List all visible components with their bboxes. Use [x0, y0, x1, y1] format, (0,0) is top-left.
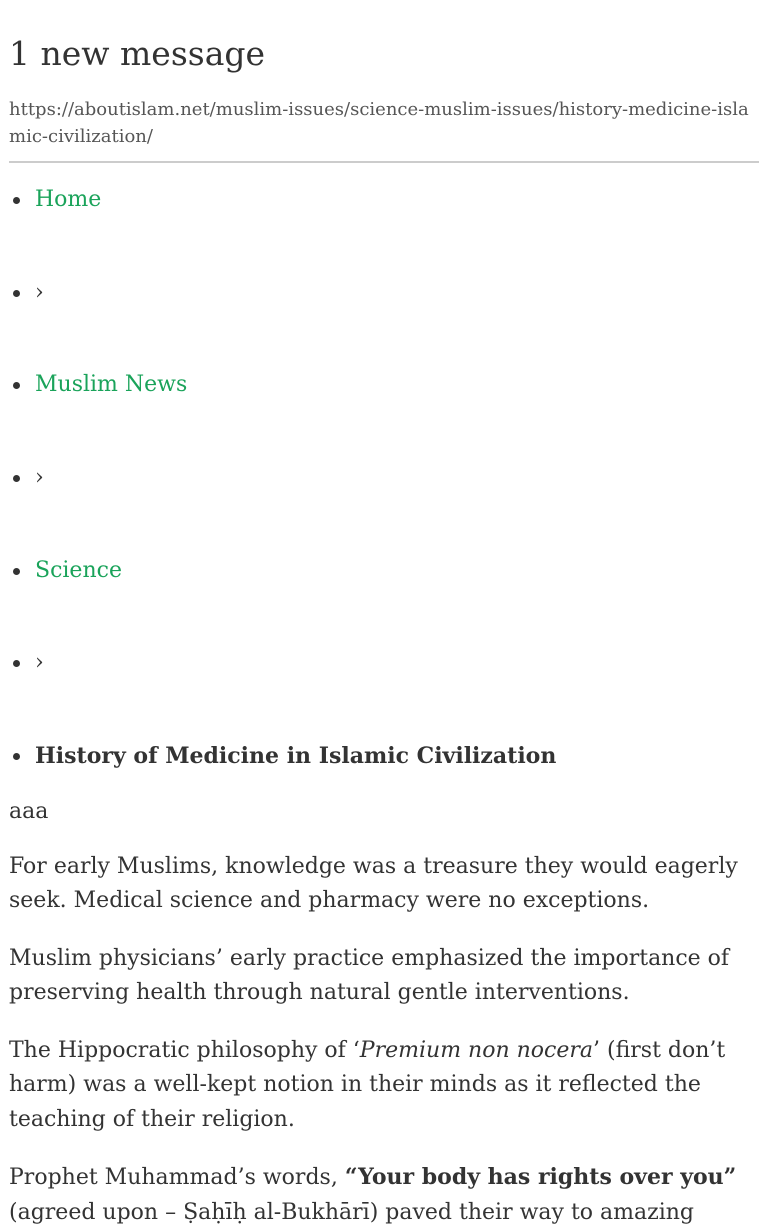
- paragraph-text: The Hippocratic philosophy of ‘: [9, 1037, 360, 1063]
- bullet-icon: [13, 382, 20, 389]
- paragraph-text: (agreed upon – Ṣaḥīḥ al-Bukhārī) paved their way to amazing: [9, 1199, 695, 1225]
- breadcrumb-item-muslim-news: [9, 368, 759, 402]
- chevron-right-icon: ›: [35, 279, 44, 305]
- breadcrumb-link-muslim-news[interactable]: Muslim News: [35, 372, 188, 398]
- paragraph-text: ’ (first don’t harm) was a well-kept notion in their minds as it reflected the teaching of their religion.: [9, 1037, 726, 1132]
- bullet-icon: [13, 197, 20, 204]
- breadcrumb-item-science: [9, 554, 759, 588]
- source-url: https://aboutislam.net/muslim-issues/science-muslim-issues/history-medicine-islamic-civilization/: [9, 96, 759, 163]
- breadcrumb-item-current: [9, 739, 759, 773]
- article-paragraph: [9, 1160, 759, 1230]
- latin-phrase: Premium non nocera: [359, 1037, 594, 1063]
- bullet-icon: [13, 660, 20, 667]
- article-paragraph: Muslim physicians’ early practice emphasized the importance of preserving health through natural gentle interventions.: [9, 945, 730, 1006]
- chevron-right-icon: ›: [35, 465, 44, 491]
- breadcrumb-link-home[interactable]: Home: [35, 187, 102, 212]
- breadcrumb-item-home: [9, 183, 759, 217]
- breadcrumb-current-page: History of Medicine in Islamic Civilization: [35, 743, 557, 770]
- bullet-icon: [13, 753, 20, 760]
- bullet-icon: [13, 568, 20, 575]
- bullet-icon: [13, 290, 20, 297]
- article-body: [9, 795, 759, 1230]
- breadcrumb-link-science[interactable]: Science: [35, 557, 122, 583]
- page-title: 1 new message: [9, 34, 266, 73]
- breadcrumb: [9, 183, 759, 773]
- hadith-quote: “Your body has rights over you”: [344, 1164, 737, 1191]
- breadcrumb-separator: [9, 646, 759, 680]
- chevron-right-icon: ›: [35, 650, 44, 676]
- bullet-icon: [13, 475, 20, 482]
- article-paragraph: For early Muslims, knowledge was a treasure they would eagerly seek. Medical science and pharmacy were no exceptions.: [9, 853, 738, 914]
- article-intro: aaa: [9, 799, 49, 825]
- article-paragraph: [9, 1034, 759, 1138]
- breadcrumb-separator: [9, 461, 759, 495]
- breadcrumb-separator: [9, 276, 759, 310]
- paragraph-text: Prophet Muhammad’s words,: [9, 1165, 345, 1191]
